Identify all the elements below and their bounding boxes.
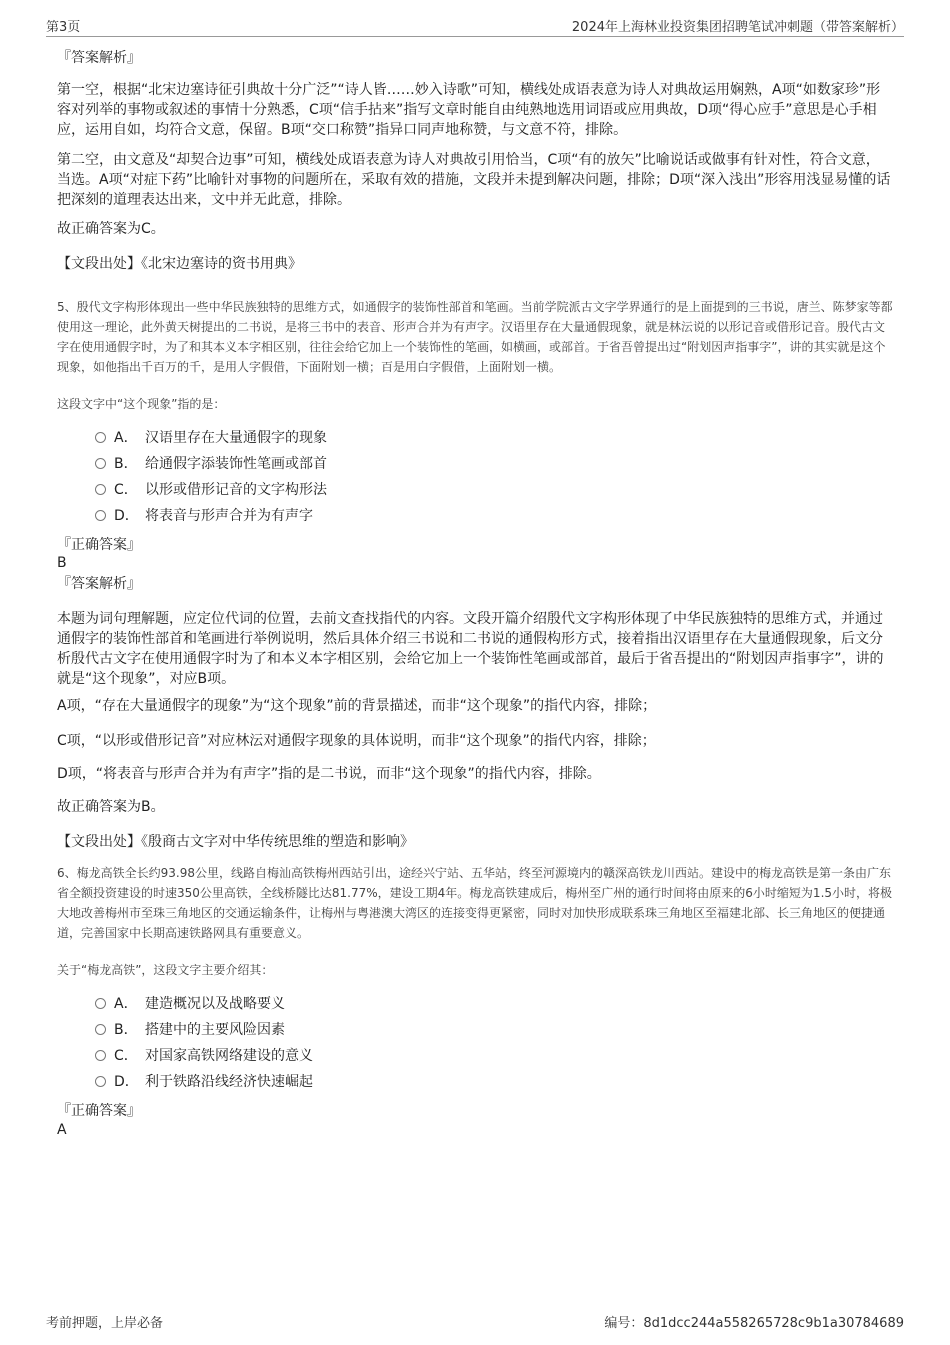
q5-option-d[interactable]: D． 将表音与形声合并为有声字 [95,506,313,526]
q5-analysis-para3: C项，“以形或借形记音”对应林沄对通假字现象的具体说明，而非“这个现象”的指代内容，排除； [57,733,656,749]
q6-stem: 6、梅龙高铁全长约93.98公里，线路自梅汕高铁梅州西站引出，途经兴宁站、五华站，终至河源境内的赣深高铁龙川西站。建设中的梅龙高铁是第一条由广东省全额投资建设的时速350公里高铁，全线桥隧比达81.77%，建设工期4年。梅龙高铁建成后，梅州至广州的通行时间将由原来的6小时缩短为1.5小时，将极大地改善梅州市至珠三角地区的交通运输条件，让梅州与粤港澳大湾区的连接变得更紧密，同时对加快形成联系珠三角地区至福建北部、长三角地区的便捷通道，完善国家中长期高速铁路网具有重要意义。 [57,866,893,940]
q5-analysis-label: 『答案解析』 [57,576,141,592]
q5-option-b[interactable]: B． 给通假字添装饰性笔画或部首 [95,454,327,474]
q6-question: 关于“梅龙高铁”，这段文字主要介绍其： [57,963,274,977]
radio-icon[interactable] [95,1050,106,1061]
q5-question: 这段文字中“这个现象”指的是： [57,397,226,411]
radio-icon[interactable] [95,998,106,1009]
q5-analysis-para2: A项，“存在大量通假字的现象”为“这个现象”前的背景描述，而非“这个现象”的指代内容，排除； [57,698,657,714]
q6-option-a[interactable]: A． 建造概况以及战略要义 [95,994,285,1014]
q4-analysis-para1: 第一空，根据“北宋边塞诗征引典故十分广泛”“诗人皆……妙入诗歌”可知，横线处成语表意为诗人对典故运用娴熟，A项“如数家珍”形容对列举的事物或叙述的事情十分熟悉，C项“信手拈来”指写文章时能自由纯熟地选用词语或应用典故，D项“得心应手”意思是心手相应，运用自如，均符合文意，保留。B项“交口称赞”指异口同声地称赞，与文意不符，排除。 [57,82,881,138]
q5-conclusion: 故正确答案为B。 [57,799,165,815]
q6-option-b[interactable]: B． 搭建中的主要风险因素 [95,1020,285,1040]
code-label: 编号： [604,1316,644,1331]
page-number: 第3页 [46,20,81,35]
code-value: 8d1dcc244a558265728c9b1a30784689 [643,1316,904,1331]
page-header [46,14,904,37]
q6-option-c[interactable]: C． 对国家高铁网络建设的意义 [95,1046,313,1066]
q6-option-d[interactable]: D． 利于铁路沿线经济快速崛起 [95,1072,313,1092]
q5-analysis-para1: 本题为词句理解题，应定位代词的位置，去前文查找指代的内容。文段开篇介绍殷代文字构形体现了中华民族独特的思维方式，并通过通假字的装饰性部首和笔画进行举例说明，然后具体介绍三书说和二书说的通假构形方式，接着指出汉语里存在大量通假现象，后文分析殷代古文字在使用通假字时为了和本义本字相区别，会给它加上一个装饰性笔画或部首，最后于省吾提出的“附划因声指事字”，讲的就是“这个现象”，对应B项。 [57,611,884,687]
q4-analysis-para2: 第二空，由文意及“却契合边事”可知，横线处成语表意为诗人对典故引用恰当，C项“有的放矢”比喻说话或做事有针对性，符合文意，当选。A项“对症下药”比喻针对事物的问题所在，采取有效的措施，文段并未提到解决问题，排除；D项“深入浅出”形容用浅显易懂的话把深刻的道理表达出来，文中并无此意，排除。 [57,152,891,208]
radio-icon[interactable] [95,510,106,521]
q4-conclusion: 故正确答案为C。 [57,221,165,237]
q5-answer: B [57,555,67,571]
q4-source: 【文段出处】《北宋边塞诗的资书用典》 [57,256,302,272]
radio-icon[interactable] [95,432,106,443]
q5-option-c[interactable]: C． 以形或借形记音的文字构形法 [95,480,327,500]
q5-option-a[interactable]: A． 汉语里存在大量通假字的现象 [95,428,327,448]
q5-answer-label: 『正确答案』 [57,537,141,553]
radio-icon[interactable] [95,1024,106,1035]
radio-icon[interactable] [95,1076,106,1087]
q5-stem: 5、殷代文字构形体现出一些中华民族独特的思维方式，如通假字的装饰性部首和笔画。当前学院派古文字学界通行的是上面提到的三书说，唐兰、陈梦家等都使用这一理论，此外黄天树提出的二书说，是将三书中的表音、形声合并为有声字。汉语里存在大量通假现象，就是林沄说的以形记音或借形记音。殷代古文字在使用通假字时，为了和其本义本字相区别，往往会给它加上一个装饰性的笔画，如横画，或部首。于省吾曾提出过“附划因声指事字”，讲的其实就是这个现象，如他指出千百万的千，是用人字假借，下面附划一横；百是用白字假借，上面附划一横。 [57,300,893,374]
q5-source: 【文段出处】《殷商古文字对中华传统思维的塑造和影响》 [57,834,414,850]
footer-note: 考前押题，上岸必备 [46,1316,164,1331]
q4-analysis-label: 『答案解析』 [57,50,141,66]
document-title: 2024年上海林业投资集团招聘笔试冲刺题（带答案解析） [571,20,904,35]
radio-icon[interactable] [95,484,106,495]
q5-analysis-para4: D项，“将表音与形声合并为有声字”指的是二书说，而非“这个现象”的指代内容，排除。 [57,766,601,782]
document-code [604,1312,904,1331]
radio-icon[interactable] [95,458,106,469]
q6-answer: A [57,1122,67,1138]
q6-answer-label: 『正确答案』 [57,1103,141,1119]
